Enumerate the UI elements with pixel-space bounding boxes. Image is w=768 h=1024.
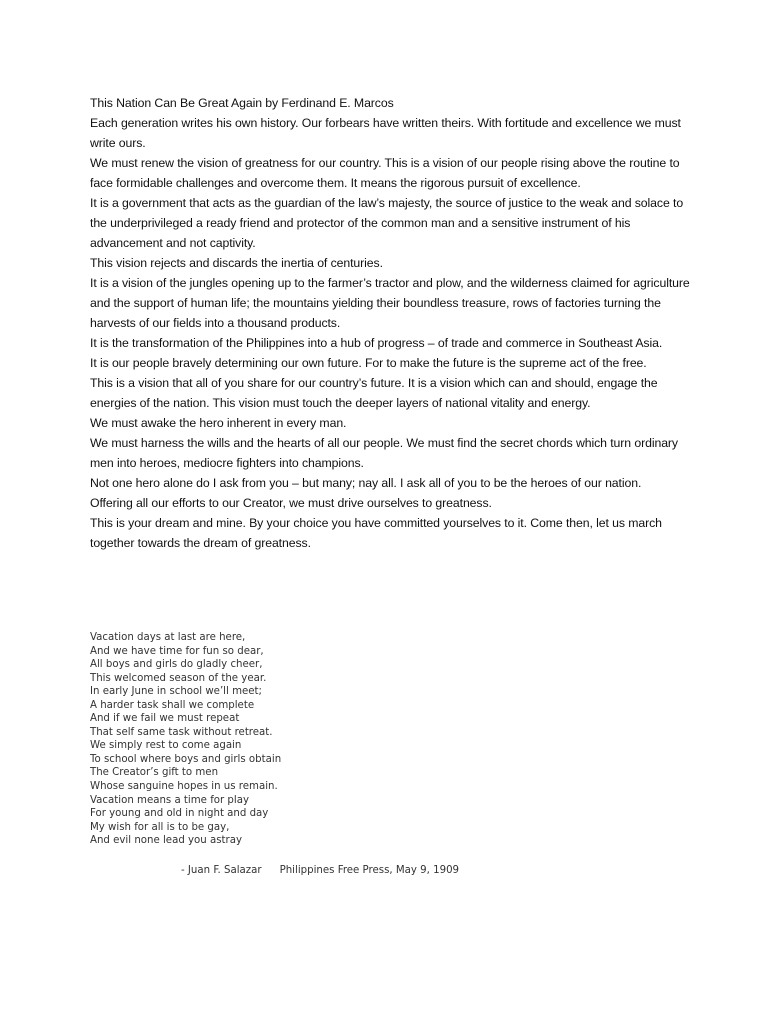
essay-paragraph: We must awake the hero inherent in every man. (90, 416, 347, 430)
poem-line: For young and old in night and day (90, 808, 269, 820)
essay-paragraph: Offering all our efforts to our Creator, we must drive ourselves to greatness. (90, 496, 492, 510)
poem-line: And if we fail we must repeat (90, 713, 240, 725)
essay-paragraph: This is your dream and mine. By your choice you have committed yourselves to it. Come then, let us march together towards the dream of greatness. (90, 516, 662, 550)
essay-paragraph: We must harness the wills and the hearts of all our people. We must find the secret chords which turn ordinary men into heroes, mediocre fighters into champions. (90, 436, 678, 470)
poem-line: The Creator’s gift to men (90, 767, 219, 779)
poem-source: Philippines Free Press, May 9, 1909 (279, 865, 460, 876)
essay-paragraph: This is a vision that all of you share for our country’s future. It is a vision which can and should, engage the energies of the nation. This vision must touch the deeper layers of national vitality and energy. (90, 376, 658, 410)
poem-line: This welcomed season of the year. (90, 672, 267, 684)
essay-section (90, 93, 690, 553)
essay-paragraph: Each generation writes his own history. Our forbears have written theirs. With fortitude and excellence we must write ours. (90, 116, 681, 150)
poem-author: - Juan F. Salazar (181, 865, 262, 876)
poem-line: And evil none lead you astray (90, 835, 242, 847)
essay-title: This Nation Can Be Great Again by Ferdinand E. Marcos (90, 96, 394, 110)
poem-line: To school where boys and girls obtain (90, 753, 282, 765)
essay-paragraph: It is the transformation of the Philippines into a hub of progress – of trade and commerce in Southeast Asia. (90, 336, 663, 350)
poem-line: My wish for all is to be gay, (90, 821, 230, 833)
essay-paragraph: Not one hero alone do I ask from you – but many; nay all. I ask all of you to be the heroes of our nation. (90, 476, 642, 490)
essay-paragraph: It is a government that acts as the guardian of the law’s majesty, the source of justice to the weak and solace to the underprivileged a ready friend and protector of the common man and a sensitive instrument of his advancement and not captivity. (90, 196, 684, 250)
poem-line: All boys and girls do gladly cheer, (90, 659, 263, 671)
poem-line: We simply rest to come again (90, 740, 242, 752)
poem-line: In early June in school we’ll meet; (90, 686, 262, 698)
poem-line: That self same task without retreat. (90, 726, 273, 738)
poem-line: Vacation means a time for play (90, 794, 250, 806)
poem-line: Vacation days at last are here, (90, 632, 246, 643)
poem-line: Whose sanguine hopes in us remain. (90, 781, 278, 793)
poem-line: A harder task shall we complete (90, 699, 255, 711)
essay-paragraph: It is a vision of the jungles opening up to the farmer’s tractor and plow, and the wilderness claimed for agriculture and the support of human life; the mountains yielding their boundless treasure, rows of factories turning the harvests of our fields into a thousand products. (90, 276, 690, 330)
essay-paragraph: We must renew the vision of greatness for our country. This is a vision of our people rising above the routine to face formidable challenges and overcome them. It means the rigorous pursuit of excellence. (90, 156, 680, 190)
essay-paragraph: This vision rejects and discards the inertia of centuries. (90, 256, 383, 270)
poem-line: And we have time for fun so dear, (90, 645, 264, 657)
essay-paragraph: It is our people bravely determining our own future. For to make the future is the supreme act of the free. (90, 356, 647, 370)
poem-section (90, 631, 410, 848)
poem-attribution (181, 864, 459, 878)
